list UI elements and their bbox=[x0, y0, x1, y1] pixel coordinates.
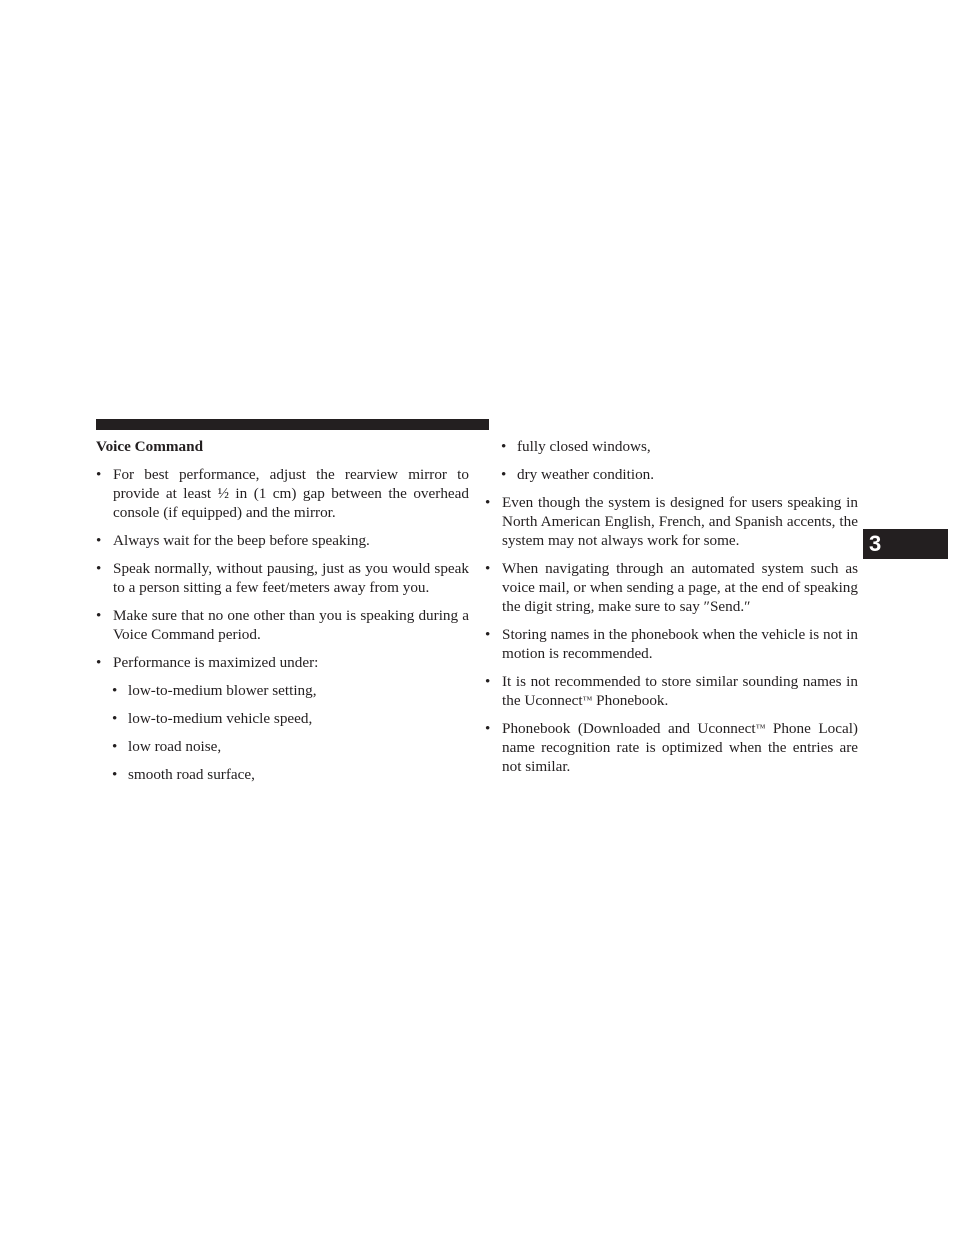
sub-list-item-text: low-to-medium blower setting, bbox=[128, 682, 317, 699]
list-item-text: When navigating through an automated system such as voice mail, or when sending a page, at the end of speaking the digit string, make sure to say ″Send.″ bbox=[502, 560, 858, 615]
sub-list-item-text: fully closed windows, bbox=[517, 438, 651, 455]
list-item bbox=[96, 653, 469, 672]
list-item-text: For best performance, adjust the rearview mirror to provide at least ½ in (1 cm) gap between the overhead console (if equipped) and the mirror. bbox=[113, 466, 469, 521]
list-item bbox=[96, 606, 469, 644]
list-item bbox=[485, 559, 858, 616]
list-item bbox=[96, 465, 469, 522]
sub-list-item bbox=[485, 437, 858, 456]
bullet-list bbox=[96, 465, 469, 784]
bullet-icon: • bbox=[485, 720, 491, 737]
list-item bbox=[96, 531, 469, 550]
bullet-icon: • bbox=[485, 560, 491, 577]
bullet-icon: • bbox=[96, 560, 102, 577]
list-item-text: Storing names in the phonebook when the vehicle is not in motion is recommended. bbox=[502, 626, 859, 662]
bullet-icon: • bbox=[485, 494, 491, 511]
list-item-text: Even though the system is designed for users speaking in North American English, French, and Spanish accents, the system may not always work for some. bbox=[502, 494, 858, 549]
bullet-icon: • bbox=[96, 607, 102, 624]
list-item-text: Speak normally, without pausing, just as you would speak to a person sitting a few feet/meters away from you. bbox=[113, 560, 469, 596]
right-column bbox=[485, 437, 858, 785]
sub-list-item bbox=[96, 765, 469, 784]
bullet-icon: • bbox=[96, 532, 102, 549]
bullet-icon: • bbox=[501, 466, 507, 483]
sub-list-item-text: dry weather condition. bbox=[517, 466, 655, 483]
sub-list-item-text: low-to-medium vehicle speed, bbox=[128, 710, 313, 727]
bullet-icon: • bbox=[96, 466, 102, 483]
bullet-icon: • bbox=[485, 673, 491, 690]
bullet-icon: • bbox=[485, 626, 491, 643]
bullet-icon: • bbox=[112, 766, 118, 783]
bullet-icon: • bbox=[96, 654, 102, 671]
list-item bbox=[485, 625, 858, 663]
list-item-text: Make sure that no one other than you is speaking during a Voice Command period. bbox=[113, 607, 469, 643]
list-item-text: It is not recommended to store similar sounding names in the Uconnect™ Phonebook. bbox=[502, 673, 858, 709]
list-item-text: Always wait for the beep before speaking. bbox=[113, 532, 370, 549]
list-item-text: Performance is maximized under: bbox=[113, 654, 319, 671]
bullet-icon: • bbox=[112, 682, 118, 699]
bullet-icon: • bbox=[501, 438, 507, 455]
section-heading: Voice Command bbox=[96, 438, 204, 455]
list-item bbox=[485, 672, 858, 710]
list-item-text: Phonebook (Downloaded and Uconnect™ Phone Local) name recognition rate is optimized when the entries are not similar. bbox=[502, 720, 858, 775]
sub-list-item bbox=[96, 709, 469, 728]
list-item bbox=[96, 559, 469, 597]
sub-list-item-text: smooth road surface, bbox=[128, 766, 255, 783]
trademark-symbol: ™ bbox=[755, 723, 766, 734]
sub-list-item bbox=[485, 465, 858, 484]
section-header-rule bbox=[96, 419, 489, 430]
sub-list-item-text: low road noise, bbox=[128, 738, 222, 755]
list-item bbox=[485, 719, 858, 776]
bullet-list bbox=[485, 437, 858, 776]
bullet-icon: • bbox=[112, 710, 118, 727]
list-item bbox=[485, 493, 858, 550]
left-column bbox=[96, 437, 469, 793]
trademark-symbol: ™ bbox=[582, 695, 593, 706]
chapter-tab: 3 bbox=[863, 529, 948, 559]
sub-list-item bbox=[96, 737, 469, 756]
bullet-icon: • bbox=[112, 738, 118, 755]
sub-list-item bbox=[96, 681, 469, 700]
